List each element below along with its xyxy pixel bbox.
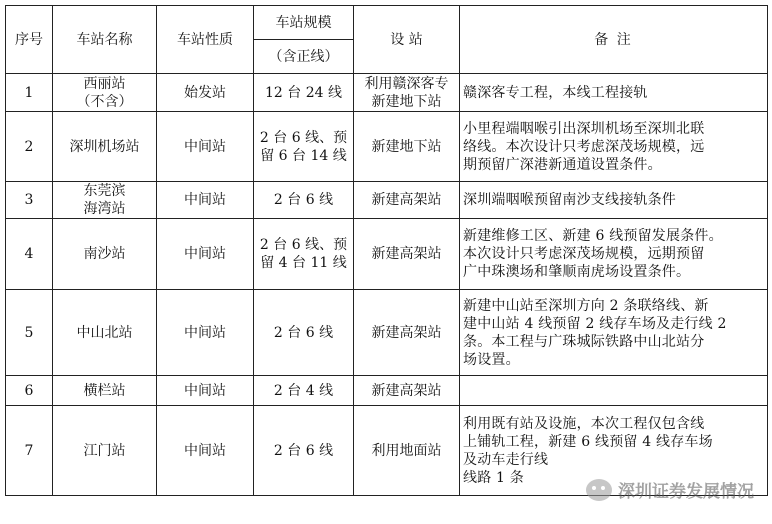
- wechat-icon: [586, 479, 612, 501]
- cell-seq: 5: [6, 290, 53, 376]
- station-table: [5, 5, 768, 496]
- cell-seq: 1: [6, 74, 53, 112]
- cell-nature: 中间站: [157, 112, 254, 182]
- cell-line: 利用既有站及设施，本次工程仅包含线: [463, 415, 705, 432]
- watermark-text: 深圳证券发展情况: [618, 482, 754, 502]
- cell-line: 海湾站: [83, 201, 126, 217]
- cell-line: 络线。本次设计只考虑深茂场规模，远: [463, 138, 705, 155]
- cell-line: 新建高架站: [371, 246, 442, 262]
- cell-line: 期预留广深港新通道设置条件。: [463, 156, 662, 173]
- header-nature: 车站性质: [157, 6, 254, 74]
- cell-design: [354, 290, 460, 376]
- header-scale-sub: （含正线）: [254, 40, 354, 74]
- cell-name: [53, 406, 157, 496]
- cell-scale: [254, 406, 354, 496]
- cell-name: [53, 290, 157, 376]
- cell-notes: [460, 376, 768, 406]
- cell-scale: [254, 74, 354, 112]
- cell-scale: [254, 182, 354, 219]
- cell-line: 2 台 6 线: [273, 324, 334, 341]
- cell-nature: 始发站: [157, 74, 254, 112]
- cell-nature: 中间站: [157, 290, 254, 376]
- cell-line: 本次设计只考虑深茂场规模，远期预留: [463, 246, 705, 262]
- cell-notes: [460, 112, 768, 182]
- cell-nature: 中间站: [157, 406, 254, 496]
- table-row: [6, 376, 768, 406]
- header-design: 设 站: [354, 6, 460, 74]
- cell-line: 2 台 6 线: [273, 442, 334, 459]
- watermark: [586, 477, 754, 502]
- cell-line: 12 台 24 线: [265, 84, 342, 101]
- cell-line: 深圳端咽喉预留南沙支线接轨条件: [463, 192, 676, 208]
- cell-design: [354, 219, 460, 290]
- cell-line: 留 6 台 14 线: [260, 147, 347, 164]
- cell-notes: [460, 290, 768, 376]
- cell-design: [354, 74, 460, 112]
- table-row: [6, 182, 768, 219]
- cell-name: [53, 376, 157, 406]
- table-row: [6, 219, 768, 290]
- cell-scale: [254, 112, 354, 182]
- header-scale: 车站规模: [254, 6, 354, 40]
- cell-line: 建中山站 4 线预留 2 线存车场及走行线 2: [463, 315, 727, 332]
- cell-name: [53, 74, 157, 112]
- cell-seq: 6: [6, 376, 53, 406]
- cell-name: [53, 219, 157, 290]
- cell-line: 中山北站: [76, 324, 133, 341]
- cell-line: 新建高架站: [371, 382, 442, 399]
- cell-line: 2 台 6 线: [273, 192, 334, 208]
- table-row: [6, 290, 768, 376]
- cell-name: [53, 112, 157, 182]
- cell-design: [354, 376, 460, 406]
- cell-name: [53, 182, 157, 219]
- cell-nature: 中间站: [157, 376, 254, 406]
- header-name: 车站名称: [53, 6, 157, 74]
- cell-scale: [254, 376, 354, 406]
- cell-line: 新建维修工区、新建 6 线预留发展条件。: [463, 228, 723, 244]
- cell-line: 留 4 台 11 线: [260, 255, 347, 271]
- cell-seq: 4: [6, 219, 53, 290]
- cell-design: [354, 182, 460, 219]
- cell-seq: 3: [6, 182, 53, 219]
- cell-seq: 2: [6, 112, 53, 182]
- cell-line: 利用地面站: [371, 442, 442, 459]
- cell-design: [354, 406, 460, 496]
- cell-notes: [460, 219, 768, 290]
- cell-nature: 中间站: [157, 219, 254, 290]
- cell-line: 线路 1 条: [463, 469, 525, 486]
- cell-line: 新建高架站: [371, 192, 442, 208]
- cell-line: 新建中山站至深圳方向 2 条联络线、新: [463, 297, 709, 314]
- cell-line: 江门站: [83, 442, 126, 459]
- cell-line: 新建地下站: [371, 138, 442, 155]
- cell-line: 利用赣深客专: [364, 75, 449, 92]
- cell-line: 南沙站: [83, 246, 126, 262]
- cell-design: [354, 112, 460, 182]
- cell-line: 小里程端咽喉引出深圳机场至深圳北联: [463, 120, 705, 137]
- cell-line: 东莞滨: [83, 183, 126, 199]
- cell-nature: 中间站: [157, 182, 254, 219]
- header-notes: 备 注: [460, 6, 768, 74]
- cell-notes: [460, 182, 768, 219]
- table-row: [6, 74, 768, 112]
- cell-line: 新建地下站: [371, 93, 442, 110]
- cell-line: 横栏站: [83, 382, 126, 399]
- cell-seq: 7: [6, 406, 53, 496]
- cell-line: 深圳机场站: [69, 138, 140, 155]
- table-row: [6, 112, 768, 182]
- cell-line: 2 台 4 线: [273, 382, 334, 399]
- cell-line: 上铺轨工程，新建 6 线预留 4 线存车场: [463, 433, 713, 450]
- cell-notes: [460, 74, 768, 112]
- cell-line: 2 台 6 线、预: [259, 129, 348, 146]
- cell-line: 场设置。: [463, 351, 520, 368]
- cell-line: 及动车走行线: [463, 451, 549, 468]
- header-seq: 序号: [6, 6, 53, 74]
- cell-line: 条。本工程与广珠城际铁路中山北站分: [463, 333, 705, 350]
- cell-line: 赣深客专工程，本线工程接轨: [463, 84, 648, 101]
- cell-line: 新建高架站: [371, 324, 442, 341]
- cell-line: （不含）: [76, 93, 133, 110]
- cell-line: 2 台 6 线、预: [259, 237, 348, 253]
- cell-scale: [254, 219, 354, 290]
- cell-line: 广中珠澳场和肇顺南虎场设置条件。: [463, 264, 691, 280]
- cell-scale: [254, 290, 354, 376]
- cell-line: 西丽站: [83, 75, 126, 92]
